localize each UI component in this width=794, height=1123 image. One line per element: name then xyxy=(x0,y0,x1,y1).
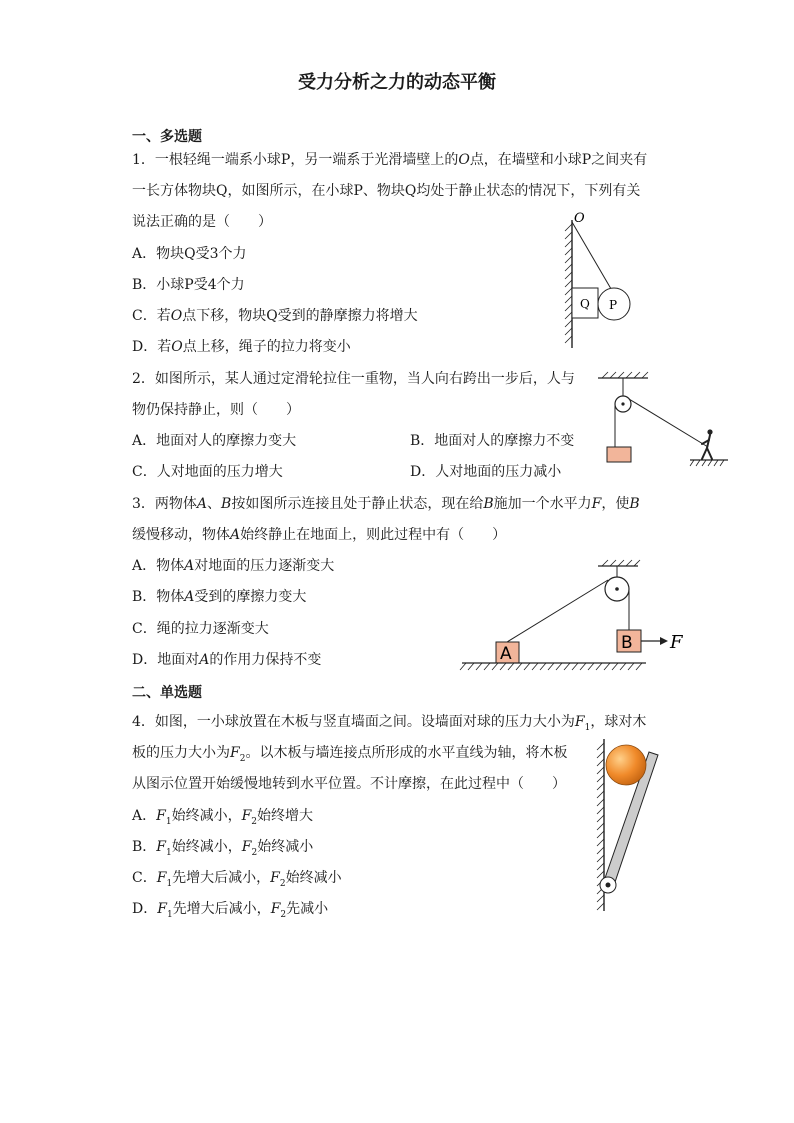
section-multi: 一、多选题 xyxy=(132,129,202,145)
orange-ball xyxy=(606,745,646,785)
q2-option-c[interactable]: C．人对地面的压力增大 xyxy=(132,464,283,480)
q4-line1: 4．如图，一小球放置在木板与竖直墙面之间。设墙面对球的压力大小为$F_1$，球对木 xyxy=(132,714,647,733)
label-a: A xyxy=(500,644,512,664)
q3-option-b[interactable]: B．物体A受到的摩擦力变大 xyxy=(132,589,307,605)
q3-option-c[interactable]: C．绳的拉力逐渐变大 xyxy=(132,621,269,637)
q2-option-a[interactable]: A．地面对人的摩擦力变大 xyxy=(132,433,297,449)
q1-line3: 说法正确的是（ ） xyxy=(132,214,272,230)
q2-line2: 物仍保持静止，则（ ） xyxy=(132,402,300,418)
q1-option-a[interactable]: A．物块Q受3个力 xyxy=(132,246,247,262)
label-q: Q xyxy=(580,297,590,311)
q4-line3: 从图示位置开始缓慢地转到水平位置。不计摩擦，在此过程中（ ） xyxy=(132,776,566,792)
q3-line2: 缓慢移动，物体A始终静止在地面上，则此过程中有（ ） xyxy=(132,527,507,543)
q3-option-a[interactable]: A．物体A对地面的压力逐渐变大 xyxy=(132,558,335,574)
q1-option-d[interactable]: D．若O点上移，绳子的拉力将变小 xyxy=(132,339,351,355)
q1-option-c[interactable]: C．若O点下移，物块Q受到的静摩擦力将增大 xyxy=(132,308,418,324)
section-single: 二、单选题 xyxy=(132,685,202,701)
q4-option-c[interactable]: C．$F_1$先增大后减小，$F_2$始终减小 xyxy=(132,870,342,889)
q4-line2: 板的压力大小为$F_2$。以木板与墙连接点所形成的水平直线为轴，将木板 xyxy=(132,745,568,764)
label-b: B xyxy=(621,633,633,653)
q3-line1: 3．两物体A、B按如图所示连接且处于静止状态，现在给B施加一个水平力F，使B xyxy=(132,496,640,512)
q2-option-d[interactable]: D．人对地面的压力减小 xyxy=(410,464,562,480)
q3-figure xyxy=(460,556,690,676)
label-p: P xyxy=(609,298,618,312)
q2-line1: 2．如图所示，某人通过定滑轮拉住一重物，当人向右跨出一步后，人与 xyxy=(132,371,575,387)
person-icon xyxy=(702,429,713,459)
q4-option-d[interactable]: D．$F_1$先增大后减小，$F_2$先减小 xyxy=(132,901,329,920)
q4-figure xyxy=(588,735,658,913)
q1-option-b[interactable]: B．小球P受4个力 xyxy=(132,277,245,293)
q1-line2: 一长方体物块Q，如图所示，在小球P、物块Q均处于静止状态的情况下，下列有关 xyxy=(132,183,641,199)
q2-figure xyxy=(596,368,731,473)
q4-option-b[interactable]: B．$F_1$始终减小，$F_2$始终减小 xyxy=(132,839,314,858)
q1-line1: 1．一根轻绳一端系小球P，另一端系于光滑墙壁上的O点，在墙壁和小球P之间夹有 xyxy=(132,152,648,168)
q4-option-a[interactable]: A．$F_1$始终减小，$F_2$始终增大 xyxy=(132,808,314,827)
q2-option-b[interactable]: B．地面对人的摩擦力不变 xyxy=(410,433,575,449)
label-f: F xyxy=(670,632,683,653)
weight-box xyxy=(607,447,631,462)
q1-figure xyxy=(560,208,640,350)
label-o: O xyxy=(574,211,585,226)
page-title: 受力分析之力的动态平衡 xyxy=(298,72,496,93)
q3-option-d[interactable]: D．地面对A的作用力保持不变 xyxy=(132,652,322,668)
